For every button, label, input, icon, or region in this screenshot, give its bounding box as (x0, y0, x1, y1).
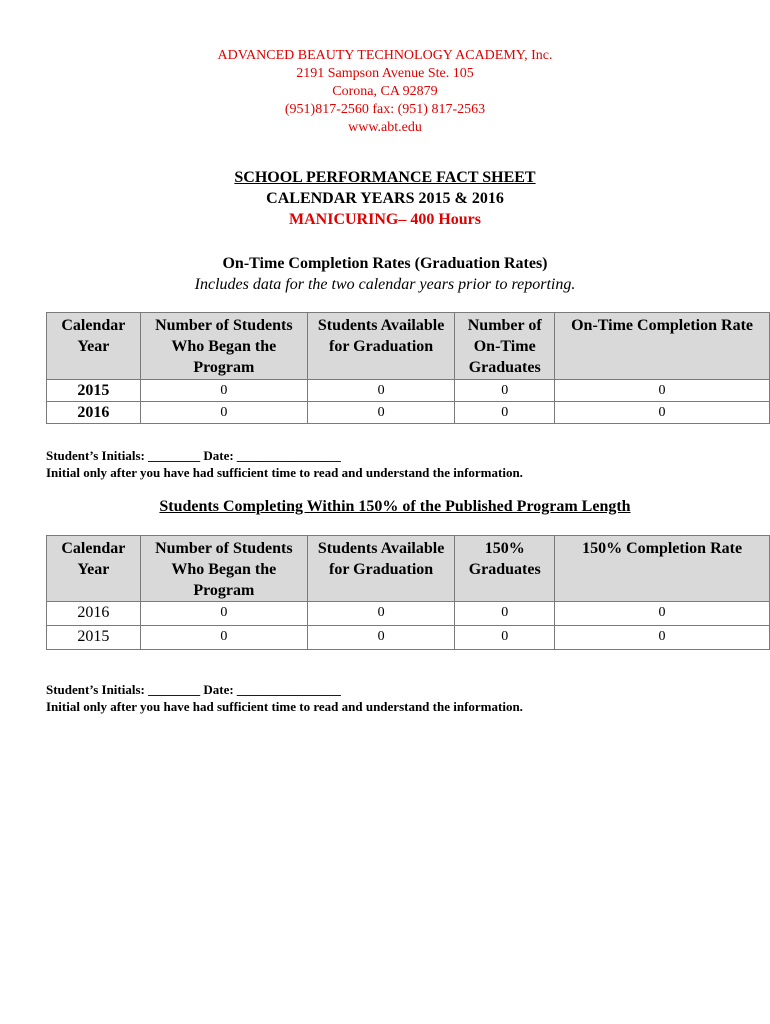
cell-began: 0 (140, 402, 307, 424)
cell-began: 0 (140, 626, 307, 650)
cell-year: 2016 (47, 402, 141, 424)
cell-began: 0 (140, 380, 307, 402)
table-header-row (47, 536, 770, 602)
cell-rate: 0 (555, 380, 770, 402)
cell-year: 2016 (47, 602, 141, 626)
cell-graduates: 0 (455, 380, 555, 402)
section2-heading: Students Completing Within 150% of the Published Program Length (159, 498, 631, 515)
header-students-available: Students Available for Graduation (307, 313, 454, 380)
title-line1: SCHOOL PERFORMANCE FACT SHEET (234, 169, 536, 186)
school-name: ADVANCED BEAUTY TECHNOLOGY ACADEMY, Inc. (217, 48, 553, 63)
cell-graduates: 0 (455, 626, 555, 650)
table-header-row (47, 313, 770, 380)
cell-year: 2015 (47, 380, 141, 402)
initials-date-line: Student’s Initials: ________ Date: ________________ (46, 448, 341, 463)
initials-instruction: Initial only after you have had sufficient time to read and understand the information. (46, 699, 523, 714)
header-students-available: Students Available for Graduation (307, 536, 454, 602)
header-on-time-graduates: Number of On-Time Graduates (455, 313, 555, 380)
header-students-began: Number of Students Who Began the Program (140, 536, 307, 602)
cell-graduates: 0 (455, 402, 555, 424)
initials-instruction: Initial only after you have had sufficient time to read and understand the information. (46, 465, 523, 480)
section1-heading: On-Time Completion Rates (Graduation Rates) (222, 255, 548, 272)
header-calendar-year: Calendar Year (47, 313, 141, 380)
header-150-graduates: 150% Graduates (455, 536, 555, 602)
program-name: MANICURING– 400 Hours (289, 211, 481, 228)
header-calendar-year: Calendar Year (47, 536, 141, 602)
school-header (0, 47, 770, 137)
table-row (47, 602, 770, 626)
cell-graduates: 0 (455, 602, 555, 626)
header-on-time-completion-rate: On-Time Completion Rate (555, 313, 770, 380)
table-row (47, 380, 770, 402)
header-students-began: Number of Students Who Began the Program (140, 313, 307, 380)
school-address-line1: 2191 Sampson Avenue Ste. 105 (296, 66, 474, 81)
fact-sheet-title (0, 167, 770, 230)
section2-initials-note (46, 681, 746, 715)
header-150-completion-rate: 150% Completion Rate (555, 536, 770, 602)
cell-available: 0 (307, 380, 454, 402)
cell-rate: 0 (555, 626, 770, 650)
cell-rate: 0 (555, 402, 770, 424)
cell-year: 2015 (47, 626, 141, 650)
school-website: www.abt.edu (348, 120, 422, 135)
table-row (47, 402, 770, 424)
on-time-completion-table (46, 312, 770, 424)
cell-available: 0 (307, 402, 454, 424)
cell-rate: 0 (555, 602, 770, 626)
school-address-line2: Corona, CA 92879 (332, 84, 438, 99)
school-phone: (951)817-2560 fax: (951) 817-2563 (284, 102, 486, 117)
section1-heading-block (0, 253, 770, 295)
section1-subheading: Includes data for the two calendar years prior to reporting. (194, 276, 576, 293)
title-line2: CALENDAR YEARS 2015 & 2016 (266, 190, 504, 207)
cell-available: 0 (307, 626, 454, 650)
initials-date-line: Student’s Initials: ________ Date: ________________ (46, 682, 341, 697)
table-row (47, 626, 770, 650)
cell-began: 0 (140, 602, 307, 626)
cell-available: 0 (307, 602, 454, 626)
completion-150-table (46, 535, 770, 650)
section1-initials-note (46, 447, 746, 481)
